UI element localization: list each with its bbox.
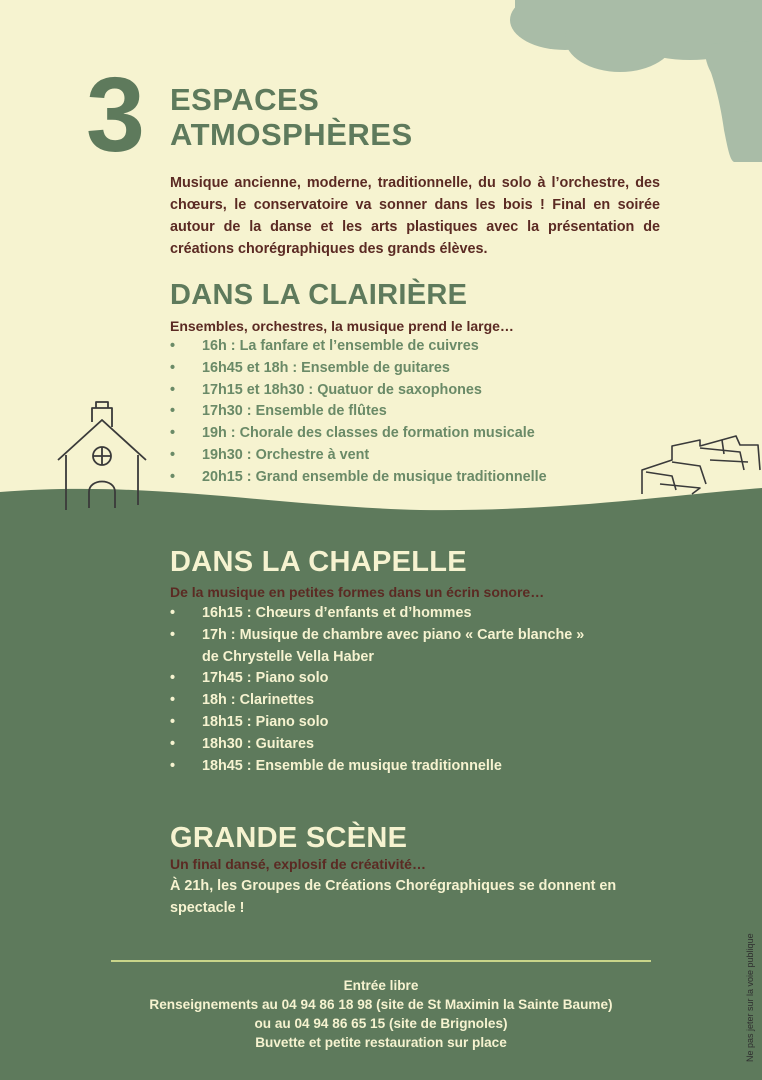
bullet-icon: • xyxy=(170,446,176,463)
bullet-icon: • xyxy=(170,713,176,730)
clairiere-subtitle: Ensembles, orchestres, la musique prend le large… xyxy=(170,318,514,334)
bullet-icon: • xyxy=(170,338,176,354)
clairiere-title: DANS LA CLAIRIÈRE xyxy=(170,279,468,311)
chapelle-title: DANS LA CHAPELLE xyxy=(170,546,467,578)
list-item: • 18h45 : Ensemble de musique traditionnelle xyxy=(170,756,584,778)
tree-icon xyxy=(510,0,762,162)
chapelle-list xyxy=(170,603,584,777)
list-item: • 17h15 et 18h30 : Quatuor de saxophones xyxy=(170,380,547,402)
bullet-icon: • xyxy=(170,735,176,752)
bullet-icon: • xyxy=(170,425,176,442)
list-item: • 17h30 : Ensemble de flûtes xyxy=(170,401,547,423)
clairiere-list xyxy=(170,336,547,489)
footer-line-3: ou au 04 94 86 65 15 (site de Brignoles) xyxy=(254,1016,508,1031)
chapelle-subtitle: De la musique en petites formes dans un écrin sonore… xyxy=(170,584,545,600)
bullet-icon: • xyxy=(170,468,176,485)
bullet-icon: • xyxy=(170,605,176,621)
list-item: • 17h45 : Piano solo xyxy=(170,668,584,690)
list-item: • 18h15 : Piano solo xyxy=(170,712,584,734)
list-item: • 20h15 : Grand ensemble de musique traditionnelle xyxy=(170,467,547,489)
grande-scene-title: GRANDE SCÈNE xyxy=(170,822,408,854)
bullet-icon: • xyxy=(170,403,176,420)
bullet-icon: • xyxy=(170,626,176,643)
footer-divider xyxy=(111,960,651,962)
title-line-1: ESPACES xyxy=(170,82,320,117)
list-item-continuation: de Chrystelle Vella Haber xyxy=(202,648,374,665)
big-number: 3 xyxy=(86,56,143,174)
list-item: • 16h15 : Chœurs d’enfants et d’hommes xyxy=(170,603,584,625)
rocks-icon xyxy=(642,436,760,494)
list-item: • 18h : Clarinettes xyxy=(170,690,584,712)
page-title xyxy=(170,82,413,152)
bullet-icon: • xyxy=(170,359,176,376)
grande-scene-text: À 21h, les Groupes de Créations Chorégraphiques se donnent en spectacle ! xyxy=(170,878,617,916)
bullet-icon: • xyxy=(170,670,176,687)
list-item: • 16h45 et 18h : Ensemble de guitares xyxy=(170,358,547,380)
footer-line-2: Renseignements au 04 94 86 18 98 (site de St Maximin la Sainte Baume) xyxy=(149,997,613,1012)
list-item: • 17h : Musique de chambre avec piano « Carte blanche » de Chrystelle Vella Haber xyxy=(170,625,584,669)
footer-line-4: Buvette et petite restauration sur place xyxy=(255,1035,507,1050)
bullet-icon: • xyxy=(170,757,176,774)
list-item: • 19h : Chorale des classes de formation musicale xyxy=(170,423,547,445)
intro-paragraph: Musique ancienne, moderne, traditionnelle, du solo à l’orchestre, des chœurs, le conservatoire va sonner dans les bois ! Final en soirée autour de la danse et les arts plastiques avec la présentation de créations chorégraphiques des grands élèves. xyxy=(170,175,660,257)
footer-line-1: Entrée libre xyxy=(343,978,419,993)
title-line-2: ATMOSPHÈRES xyxy=(170,117,413,152)
side-note: Ne pas jeter sur la voie publique xyxy=(745,933,755,1062)
list-item: • 19h30 : Orchestre à vent xyxy=(170,445,547,467)
bullet-icon: • xyxy=(170,381,176,398)
list-item: • 16h : La fanfare et l’ensemble de cuivres xyxy=(170,336,547,358)
bullet-icon: • xyxy=(170,692,176,709)
grande-scene-subtitle: Un final dansé, explosif de créativité… xyxy=(170,856,426,872)
footer-info xyxy=(0,976,762,1052)
list-item: • 18h30 : Guitares xyxy=(170,734,584,756)
